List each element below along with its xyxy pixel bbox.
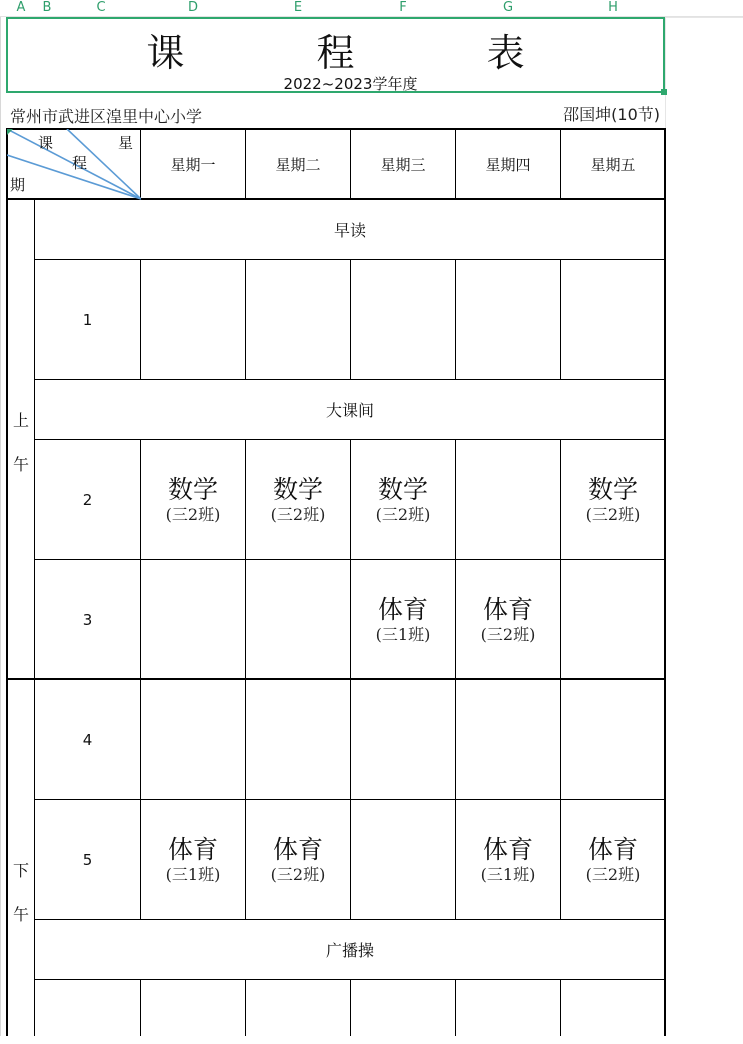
school-name: 常州市武进区湟里中心小学 bbox=[10, 107, 203, 126]
class-name: (三2班) bbox=[270, 504, 326, 524]
teacher-name: 邵国坤(10节) bbox=[563, 105, 660, 124]
day-header-thu: 星期四 bbox=[485, 156, 531, 174]
schedule-cell[interactable] bbox=[456, 440, 560, 559]
section-afternoon-2: 午 bbox=[12, 905, 29, 924]
sheet-gridline bbox=[666, 17, 743, 18]
corner-label-xing: 星 bbox=[118, 134, 134, 152]
band-exercise: 广播操 bbox=[325, 941, 374, 960]
class-name: (三2班) bbox=[585, 504, 641, 524]
day-header-wed: 星期三 bbox=[380, 156, 426, 174]
period-number: 2 bbox=[82, 490, 93, 509]
band-big-break: 大课间 bbox=[325, 401, 374, 420]
day-header-mon: 星期一 bbox=[170, 156, 216, 174]
column-header-e[interactable]: E bbox=[293, 0, 303, 15]
corner-label-ke: 课 bbox=[38, 134, 54, 152]
period-number: 4 bbox=[82, 730, 93, 749]
class-name: (三2班) bbox=[480, 624, 536, 644]
day-header-tue: 星期二 bbox=[275, 156, 321, 174]
schedule-cell[interactable] bbox=[141, 440, 245, 559]
schedule-cell[interactable] bbox=[141, 560, 245, 679]
schedule-cell[interactable] bbox=[561, 560, 665, 679]
sheet-gridline bbox=[0, 17, 1, 1036]
course-name: 体育 bbox=[587, 834, 638, 864]
table-border bbox=[245, 259, 246, 379]
section-morning-1: 上 bbox=[12, 411, 29, 430]
column-header-g[interactable]: G bbox=[502, 0, 514, 15]
section-morning-2: 午 bbox=[12, 455, 29, 474]
course-name: 体育 bbox=[377, 594, 428, 624]
course-name: 数学 bbox=[272, 474, 323, 504]
band-early-reading: 早读 bbox=[333, 221, 366, 240]
schedule-cell[interactable] bbox=[351, 560, 455, 679]
column-header-c[interactable]: C bbox=[96, 0, 106, 15]
table-border bbox=[140, 259, 141, 379]
column-header-h[interactable]: H bbox=[608, 0, 618, 15]
section-afternoon-1: 下 bbox=[12, 861, 29, 880]
column-header-b[interactable]: B bbox=[42, 0, 52, 15]
schedule-cell[interactable] bbox=[351, 440, 455, 559]
course-name: 数学 bbox=[587, 474, 638, 504]
course-name: 体育 bbox=[272, 834, 323, 864]
schedule-cell[interactable] bbox=[561, 440, 665, 559]
class-name: (三2班) bbox=[165, 504, 221, 524]
class-name: (三2班) bbox=[585, 864, 641, 884]
course-name: 体育 bbox=[167, 834, 218, 864]
schedule-cell[interactable] bbox=[246, 560, 350, 679]
schedule-cell[interactable] bbox=[456, 800, 560, 919]
course-name: 数学 bbox=[167, 474, 218, 504]
course-name: 体育 bbox=[482, 594, 533, 624]
day-header-fri: 星期五 bbox=[590, 156, 636, 174]
page-title: 课 程 表 bbox=[146, 31, 585, 75]
table-border bbox=[560, 979, 561, 1036]
class-name: (三2班) bbox=[375, 504, 431, 524]
schedule-cell[interactable] bbox=[351, 800, 455, 919]
class-name: (三2班) bbox=[270, 864, 326, 884]
comment-indicator bbox=[7, 129, 13, 135]
course-name: 数学 bbox=[377, 474, 428, 504]
table-border bbox=[455, 979, 456, 1036]
schedule-cell[interactable] bbox=[141, 800, 245, 919]
corner-label-cheng: 程 bbox=[72, 154, 88, 172]
class-name: (三1班) bbox=[480, 864, 536, 884]
table-border bbox=[245, 979, 246, 1036]
table-border bbox=[455, 259, 456, 379]
column-header-d[interactable]: D bbox=[187, 0, 198, 15]
column-header-f[interactable]: F bbox=[399, 0, 407, 15]
corner-label-qi: 期 bbox=[10, 176, 26, 194]
table-border bbox=[560, 259, 561, 379]
schedule-cell[interactable] bbox=[561, 800, 665, 919]
schedule-cell[interactable] bbox=[456, 560, 560, 679]
table-border bbox=[140, 979, 141, 1036]
period-number: 5 bbox=[82, 850, 93, 869]
period-number: 1 bbox=[82, 310, 93, 329]
class-name: (三1班) bbox=[165, 864, 221, 884]
sheet-bottom-edge bbox=[0, 1036, 743, 1044]
table-border bbox=[350, 259, 351, 379]
table-border bbox=[6, 128, 8, 1036]
schedule-cell[interactable] bbox=[246, 440, 350, 559]
schedule-cell[interactable] bbox=[246, 800, 350, 919]
period-number: 3 bbox=[82, 610, 93, 629]
course-name: 体育 bbox=[482, 834, 533, 864]
academic-year: 2022~2023学年度 bbox=[283, 75, 418, 93]
table-border bbox=[350, 979, 351, 1036]
column-header-bar bbox=[0, 0, 743, 17]
column-header-a[interactable]: A bbox=[16, 0, 26, 15]
class-name: (三1班) bbox=[375, 624, 431, 644]
